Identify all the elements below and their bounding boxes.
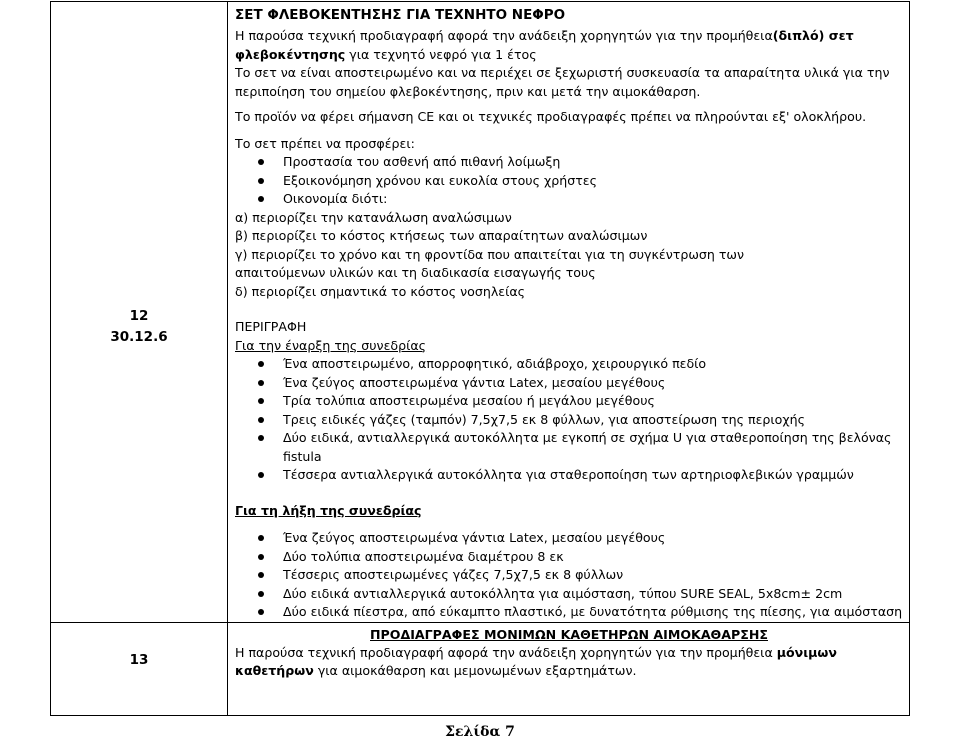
item-title: ΣΕΤ ΦΛΕΒΟΚΕΝΤΗΣΗΣ ΓΙΑ ΤΕΧΝΗΤΟ ΝΕΦΡΟ — [235, 7, 566, 23]
offer-heading: Το σετ πρέπει να προσφέρει: — [235, 135, 415, 151]
item-number-cell — [51, 622, 228, 715]
table-row-12 — [51, 2, 910, 623]
economy-item: β) περιορίζει το κόστος κτήσεως των απαραίτητων αναλώσιμων — [235, 228, 648, 243]
list-item: Τρία τολύπια αποστειρωμένα μεσαίου ή μεγάλου μεγέθους — [235, 392, 903, 411]
item-number-cell — [51, 2, 228, 623]
item-title: ΠΡΟΔΙΑΓΡΑΦΕΣ ΜΟΝΙΜΩΝ ΚΑΘΕΤΗΡΩΝ ΑΙΜΟΚΑΘΑΡΣΗΣ — [370, 626, 768, 642]
list-item: Δύο τολύπια αποστειρωμένα διαμέτρου 8 εκ — [235, 548, 903, 567]
economy-item: α) περιορίζει την κατανάλωση αναλώσιμων — [235, 209, 512, 225]
list-item: Τρεις ειδικές γάζες (ταμπόν) 7,5χ7,5 εκ 8 φύλλων, για αποστείρωση της περιοχής — [235, 411, 903, 430]
session-start-list — [235, 355, 903, 485]
item-number: 12 — [129, 308, 149, 324]
list-item: Δύο ειδικά αντιαλλεργικά αυτοκόλλητα για αιμόσταση, τύπου SURE SEAL, 5x8cm± 2cm — [235, 585, 903, 604]
list-item: Δύο ειδικά πίεστρα, από εύκαμπτο πλαστικό, με δυνατότητα ρύθμισης της πίεσης, για αιμόσταση — [235, 603, 903, 622]
page-number: Σελίδα 7 — [445, 724, 515, 740]
item-code: 30.12.6 — [110, 329, 168, 345]
session-end-heading: Για τη λήξη της συνεδρίας — [235, 502, 422, 518]
item-text: Η παρούσα τεχνική προδιαγραφή αφορά την ανάδειξη χορηγητών για την προμήθεια μόνιμων καθετήρων για αιμοκάθαρση και μεμονωμένων εξαρτημάτων. — [235, 644, 837, 678]
economy-item: απαιτούμενων υλικών και τη διαδικασία εισαγωγής τους — [235, 265, 596, 280]
session-end-list — [235, 529, 903, 622]
intro-line: περιποίηση του σημείου φλεβοκέντησης, πριν και μετά την αιμοκάθαρση. — [235, 83, 701, 99]
table-row-13 — [51, 622, 910, 715]
list-item: Τέσσερα αντιαλλεργικά αυτοκόλλητα για σταθεροποίηση των αρτηριοφλεβικών γραμμών — [235, 466, 903, 485]
intro-line: Το σετ να είναι αποστειρωμένο και να περιέχει σε ξεχωριστή συσκευασία τα απαραίτητα υλικά για την — [235, 65, 890, 80]
list-item: Ένα αποστειρωμένο, απορροφητικό, αδιάβροχο, χειρουργικό πεδίο — [235, 355, 903, 374]
item-description-cell — [228, 2, 910, 623]
ce-requirement: Το προϊόν να φέρει σήμανση CE και οι τεχνικές προδιαγραφές πρέπει να πληρούνται εξ' ολοκλήρου. — [235, 109, 867, 124]
intro-line: Η παρούσα τεχνική προδιαγραφή αφορά την ανάδειξη χορηγητών για την προμήθεια(διπλό) σετ — [235, 28, 854, 43]
economy-item: γ) περιορίζει το χρόνο και τη φροντίδα που απαιτείται για τη συγκέντρωση των — [235, 246, 745, 262]
economy-item: δ) περιορίζει σημαντικά το κόστος νοσηλείας — [235, 283, 526, 299]
list-item: Οικονομία διότι: — [235, 190, 903, 209]
item-description-cell — [228, 622, 910, 715]
list-item: Δύο ειδικά, αντιαλλεργικά αυτοκόλλητα με εγκοπή σε σχήμα U για σταθεροποίηση της βελόνας fistula — [235, 429, 903, 466]
item-number: 13 — [129, 651, 149, 668]
list-item: Ένα ζεύγος αποστειρωμένα γάντια Latex, μεσαίου μεγέθους — [235, 529, 903, 548]
description-heading: ΠΕΡΙΓΡΑΦΗ — [235, 319, 307, 334]
offer-list — [235, 153, 903, 209]
list-item: Εξοικονόμηση χρόνου και ευκολία στους χρήστες — [235, 172, 903, 191]
intro-line: φλεβοκέντησης για τεχνητό νεφρό για 1 έτος — [235, 46, 537, 62]
list-item: Ένα ζεύγος αποστειρωμένα γάντια Latex, μεσαίου μεγέθους — [235, 374, 903, 393]
spec-table — [50, 1, 910, 716]
session-start-heading: Για την έναρξη της συνεδρίας — [235, 337, 427, 353]
list-item: Τέσσερις αποστειρωμένες γάζες 7,5χ7,5 εκ 8 φύλλων — [235, 566, 903, 585]
list-item: Προστασία του ασθενή από πιθανή λοίμωξη — [235, 153, 903, 172]
